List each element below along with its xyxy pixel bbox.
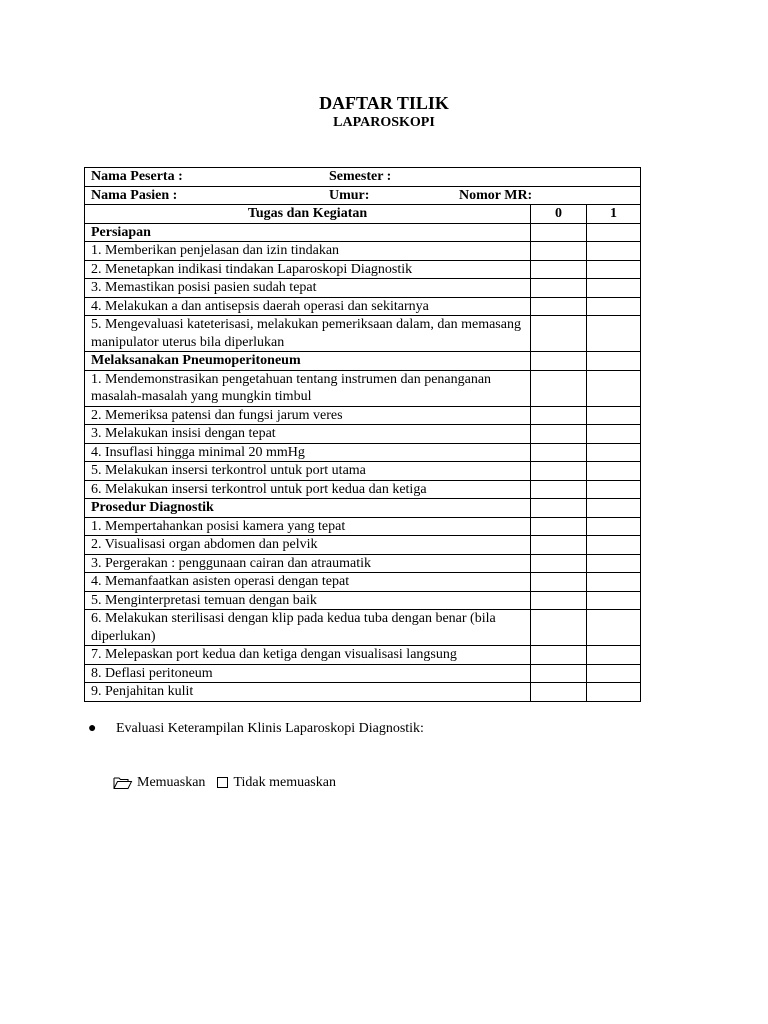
- score-1-cell[interactable]: [587, 242, 641, 261]
- score-0-cell[interactable]: [531, 646, 587, 665]
- task-row: [85, 443, 641, 462]
- score-1-cell[interactable]: [587, 664, 641, 683]
- score-0-cell[interactable]: [531, 517, 587, 536]
- task-row: [85, 480, 641, 499]
- score-0-cell[interactable]: [531, 573, 587, 592]
- score-1-cell[interactable]: [587, 260, 641, 279]
- document-title: DAFTAR TILIK: [319, 93, 449, 113]
- column-header-0: 0: [531, 205, 587, 224]
- score-cell[interactable]: [531, 499, 587, 518]
- score-1-cell[interactable]: [587, 462, 641, 481]
- score-1-cell[interactable]: [587, 536, 641, 555]
- score-0-cell[interactable]: [531, 536, 587, 555]
- score-0-cell[interactable]: [531, 279, 587, 298]
- task-row: [85, 517, 641, 536]
- score-cell[interactable]: [587, 352, 641, 371]
- header-row-participant: [85, 168, 641, 187]
- score-0-cell[interactable]: [531, 610, 587, 646]
- task-row: [85, 536, 641, 555]
- task-text: 1. Mendemonstrasikan pengetahuan tentang instrumen dan penanganan masalah-masalah yang mungkin timbul: [85, 370, 531, 406]
- score-1-cell[interactable]: [587, 591, 641, 610]
- checkbox-icon[interactable]: [217, 777, 228, 788]
- task-text: 6. Melakukan insersi terkontrol untuk port kedua dan ketiga: [85, 480, 531, 499]
- score-cell[interactable]: [587, 499, 641, 518]
- section-heading-row: [85, 352, 641, 371]
- column-header-row: [85, 205, 641, 224]
- task-row: [85, 573, 641, 592]
- option-memuaskan: Memuaskan: [137, 775, 206, 790]
- task-text: 2. Memeriksa patensi dan fungsi jarum veres: [85, 406, 531, 425]
- section-heading: Melaksanakan Pneumoperitoneum: [85, 352, 531, 371]
- score-1-cell[interactable]: [587, 406, 641, 425]
- task-row: [85, 370, 641, 406]
- column-header-1: 1: [587, 205, 641, 224]
- task-row: [85, 406, 641, 425]
- task-text: 4. Melakukan a dan antisepsis daerah operasi dan sekitarnya: [85, 297, 531, 316]
- task-row: [85, 683, 641, 702]
- task-row: [85, 591, 641, 610]
- score-0-cell[interactable]: [531, 683, 587, 702]
- score-0-cell[interactable]: [531, 554, 587, 573]
- task-row: [85, 462, 641, 481]
- task-text: 2. Menetapkan indikasi tindakan Laparoskopi Diagnostik: [85, 260, 531, 279]
- score-cell[interactable]: [531, 352, 587, 371]
- task-text: 1. Memberikan penjelasan dan izin tindakan: [85, 242, 531, 261]
- score-1-cell[interactable]: [587, 610, 641, 646]
- section-heading: Prosedur Diagnostik: [85, 499, 531, 518]
- task-text: 5. Menginterpretasi temuan dengan baik: [85, 591, 531, 610]
- score-0-cell[interactable]: [531, 260, 587, 279]
- score-1-cell[interactable]: [587, 646, 641, 665]
- score-cell[interactable]: [587, 223, 641, 242]
- task-row: [85, 610, 641, 646]
- document-subtitle: LAPAROSKOPI: [333, 115, 435, 130]
- column-header-task: Tugas dan Kegiatan: [85, 205, 531, 224]
- open-folder-icon[interactable]: [113, 776, 133, 790]
- score-1-cell[interactable]: [587, 554, 641, 573]
- evaluation-text: Evaluasi Keterampilan Klinis Laparoskopi Diagnostik:: [116, 721, 424, 736]
- score-0-cell[interactable]: [531, 664, 587, 683]
- task-text: 4. Memanfaatkan asisten operasi dengan tepat: [85, 573, 531, 592]
- evaluation-line: [88, 720, 424, 737]
- score-0-cell[interactable]: [531, 406, 587, 425]
- checklist-table: [84, 167, 641, 702]
- score-0-cell[interactable]: [531, 370, 587, 406]
- score-cell[interactable]: [531, 223, 587, 242]
- task-row: [85, 242, 641, 261]
- score-0-cell[interactable]: [531, 480, 587, 499]
- score-1-cell[interactable]: [587, 370, 641, 406]
- task-row: [85, 316, 641, 352]
- evaluation-options: [113, 774, 336, 791]
- header-row-patient: [85, 186, 641, 205]
- task-row: [85, 297, 641, 316]
- task-text: 4. Insuflasi hingga minimal 20 mmHg: [85, 443, 531, 462]
- score-1-cell[interactable]: [587, 297, 641, 316]
- score-1-cell[interactable]: [587, 683, 641, 702]
- score-1-cell[interactable]: [587, 316, 641, 352]
- score-0-cell[interactable]: [531, 425, 587, 444]
- score-0-cell[interactable]: [531, 316, 587, 352]
- score-0-cell[interactable]: [531, 443, 587, 462]
- score-0-cell[interactable]: [531, 462, 587, 481]
- score-1-cell[interactable]: [587, 573, 641, 592]
- task-text: 3. Pergerakan : penggunaan cairan dan atraumatik: [85, 554, 531, 573]
- score-1-cell[interactable]: [587, 443, 641, 462]
- option-tidak-memuaskan: Tidak memuaskan: [233, 775, 336, 790]
- task-row: [85, 260, 641, 279]
- task-row: [85, 664, 641, 683]
- task-row: [85, 554, 641, 573]
- score-1-cell[interactable]: [587, 279, 641, 298]
- task-text: 3. Memastikan posisi pasien sudah tepat: [85, 279, 531, 298]
- score-0-cell[interactable]: [531, 591, 587, 610]
- score-1-cell[interactable]: [587, 517, 641, 536]
- nama-pasien-label: Nama Pasien :: [91, 187, 178, 203]
- score-1-cell[interactable]: [587, 425, 641, 444]
- task-text: 5. Mengevaluasi kateterisasi, melakukan pemeriksaan dalam, dan memasang manipulator uterus bila diperlukan: [85, 316, 531, 352]
- semester-label: Semester :: [329, 169, 392, 184]
- task-text: 7. Melepaskan port kedua dan ketiga dengan visualisasi langsung: [85, 646, 531, 665]
- task-text: 3. Melakukan insisi dengan tepat: [85, 425, 531, 444]
- task-text: 1. Mempertahankan posisi kamera yang tepat: [85, 517, 531, 536]
- task-text: 5. Melakukan insersi terkontrol untuk port utama: [85, 462, 531, 481]
- bullet-icon: ●: [88, 721, 97, 736]
- task-text: 8. Deflasi peritoneum: [85, 664, 531, 683]
- section-heading-row: [85, 223, 641, 242]
- task-row: [85, 279, 641, 298]
- umur-label: Umur:: [329, 187, 370, 203]
- task-text: 2. Visualisasi organ abdomen dan pelvik: [85, 536, 531, 555]
- score-0-cell[interactable]: [531, 242, 587, 261]
- section-heading: Persiapan: [85, 223, 531, 242]
- task-row: [85, 425, 641, 444]
- score-0-cell[interactable]: [531, 297, 587, 316]
- task-text: 9. Penjahitan kulit: [85, 683, 531, 702]
- task-row: [85, 646, 641, 665]
- section-heading-row: [85, 499, 641, 518]
- score-1-cell[interactable]: [587, 480, 641, 499]
- nomor-mr-label: Nomor MR:: [459, 187, 533, 203]
- nama-peserta-label: Nama Peserta :: [91, 169, 183, 184]
- task-text: 6. Melakukan sterilisasi dengan klip pada kedua tuba dengan benar (bila diperlukan): [85, 610, 531, 646]
